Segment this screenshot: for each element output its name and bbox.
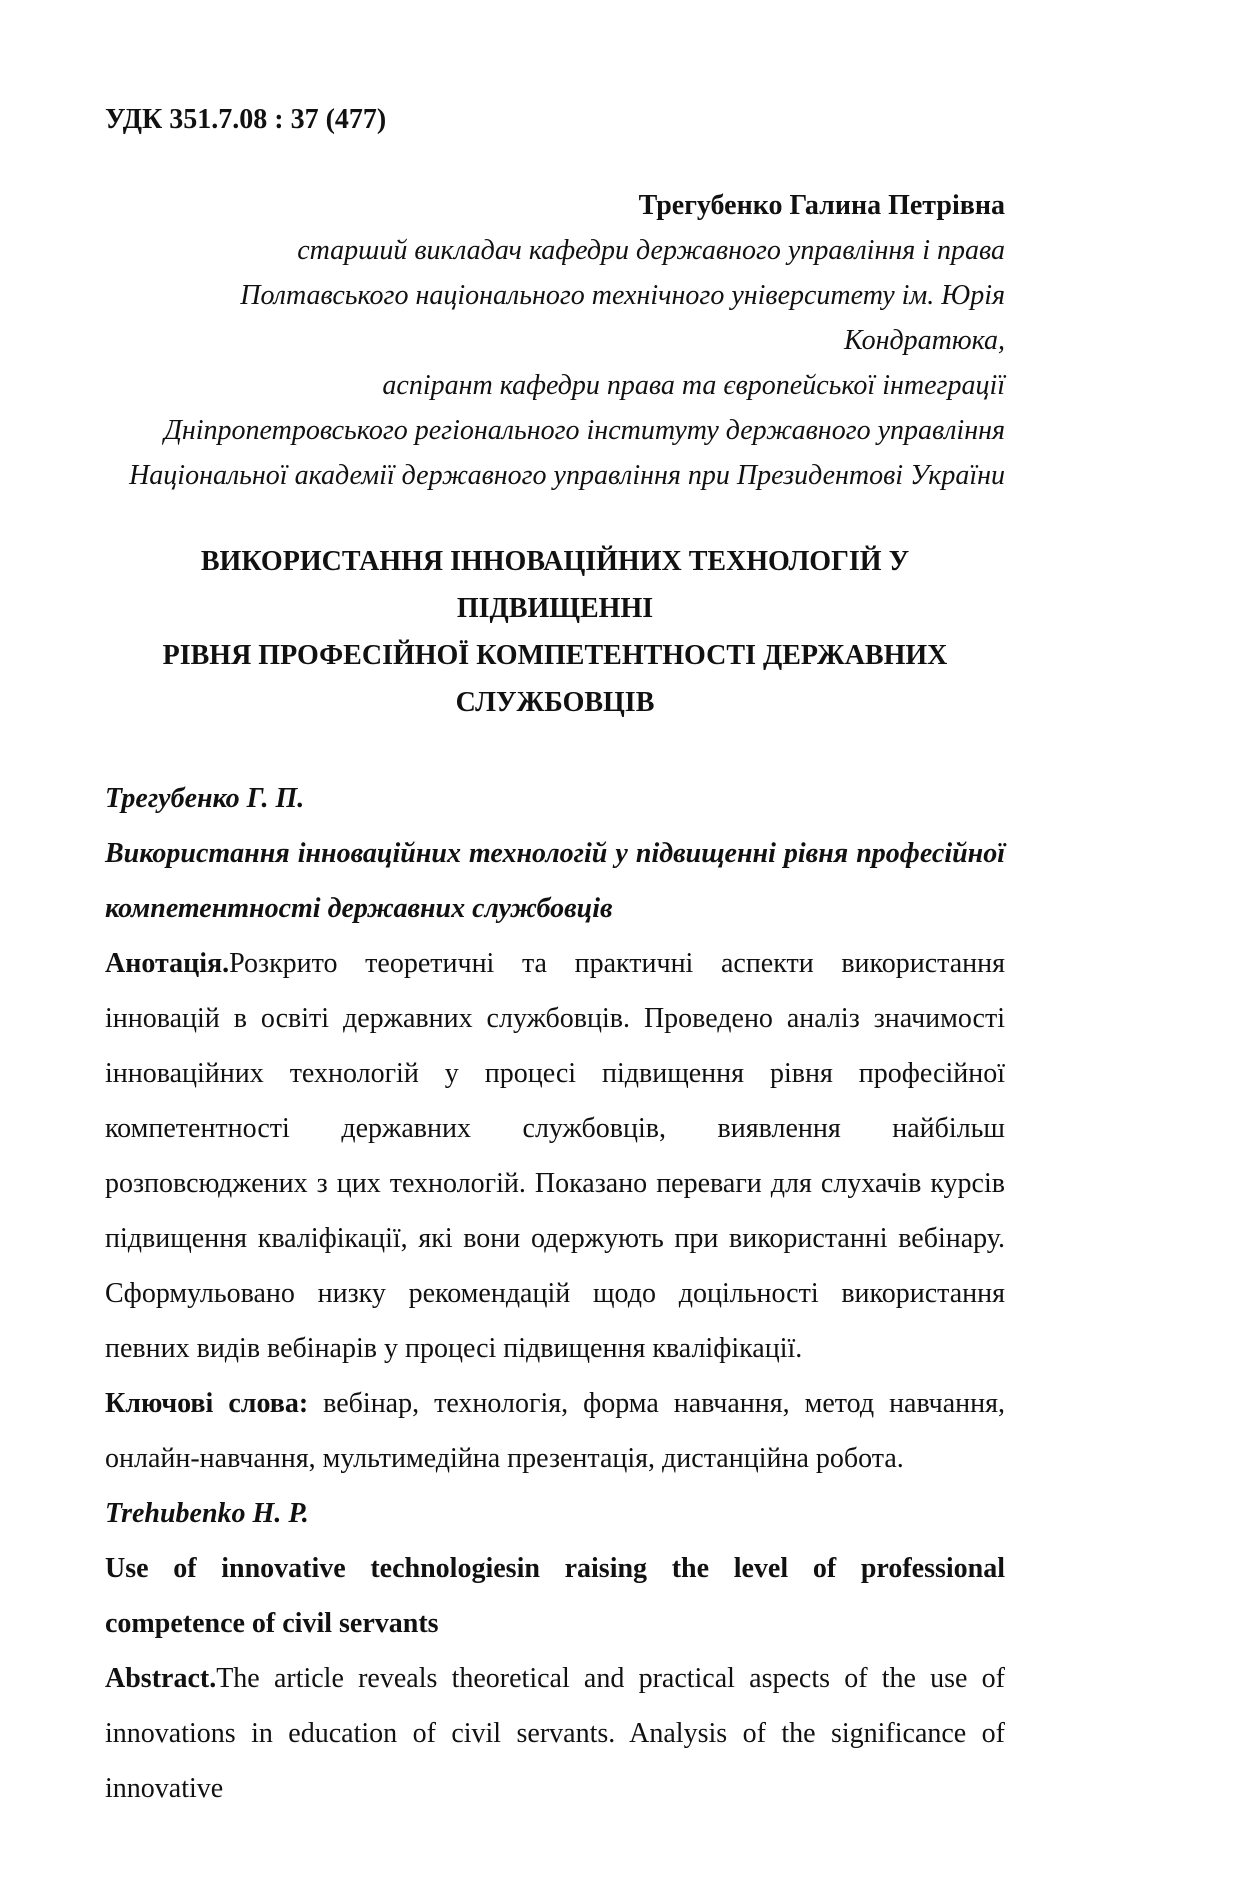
author-short-en: Trehubenko H. P. (105, 1498, 309, 1529)
abstract-text: The article reveals theoretical and practical aspects of the use of innovations in education of civil servants. Analysis of the significance of innovative (105, 1663, 1005, 1804)
author-affiliation-line: Національної академії державного управління при Президентові України (129, 460, 1005, 491)
author-affiliation-line: аспірант кафедри права та європейської інтеграції (382, 370, 1005, 401)
author-name: Трегубенко Галина Петрівна (638, 190, 1005, 221)
keywords-paragraph (105, 1376, 1005, 1486)
article-title-line: СЛУЖБОВЦІВ (455, 687, 655, 718)
keywords-label: Ключові слова: (105, 1388, 309, 1419)
article-title-line: ВИКОРИСТАННЯ ІННОВАЦІЙНИХ ТЕХНОЛОГІЙ У ПІДВИЩЕННІ (200, 546, 910, 624)
subtitle-en: Use of innovative technologiesin raising the level of professional competence of civil servants (105, 1553, 1005, 1639)
keywords-text: вебінар, технологія, форма навчання, метод навчання, онлайн-навчання, мультимедійна презентація, дистанційна робота. (105, 1388, 1005, 1474)
article-body (105, 771, 1005, 1816)
annotation-paragraph (105, 936, 1005, 1376)
abstract-label: Abstract. (105, 1663, 217, 1694)
author-affiliation-line: Дніпропетровського регіонального інституту державного управління (164, 415, 1005, 446)
annotation-label: Анотація. (105, 948, 230, 979)
article-title (105, 538, 1005, 726)
annotation-text: Розкрито теоретичні та практичні аспекти використання інновацій в освіті державних службовців. Проведено аналіз значимості інноваційних технологій у процесі підвищення рівня професійної компетентності державних службовців, виявлення найбільш розповсюджених з цих технологій. Показано переваги для слухачів курсів підвищення кваліфікації, які вони одержують при використанні вебінару. Сформульовано низку рекомендацій щодо доцільності використання певних видів вебінарів у процесі підвищення кваліфікації. (105, 948, 1005, 1364)
article-title-line: РІВНЯ ПРОФЕСІЙНОЇ КОМПЕТЕНТНОСТІ ДЕРЖАВНИХ (162, 640, 948, 671)
abstract-paragraph (105, 1651, 1005, 1816)
author-short-ua: Трегубенко Г. П. (105, 783, 305, 814)
author-affiliation-line: Полтавського національного технічного університету ім. Юрія Кондратюка, (240, 280, 1005, 356)
udc-code: УДК 351.7.08 : 37 (477) (105, 104, 387, 135)
subtitle-ua: Використання інноваційних технологій у підвищенні рівня професійної компетентності державних службовців (105, 838, 1005, 924)
author-block (105, 183, 1005, 498)
author-affiliation-line: старший викладач кафедри державного управління і права (297, 235, 1005, 266)
